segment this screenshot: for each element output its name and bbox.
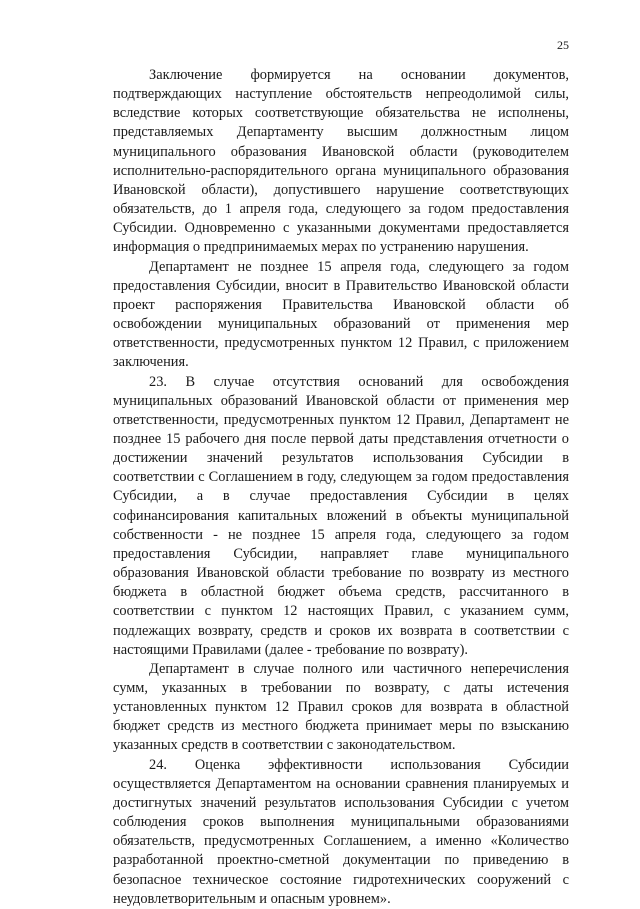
paragraph-clause-23: 23. В случае отсутствия оснований для освобождения муниципальных образований Ивановской области от применения мер ответственности, предусмотренных пунктом 12 Правил, Департамент не позднее 15 рабочего дня после первой даты представления отчетности о достижении значений результатов использования Субсидии в соответствии с Соглашением в году, следующем за годом предоставления Субсидии, а в случае предоставления Субсидии в целях софинансирования капитальных вложений в объекты муниципальной собственности - не позднее 15 апреля года, следующего за годом предоставления Субсидии, направляет главе муниципального образования Ивановской области требование по возврату из местного бюджета в областной бюджет объема средств, рассчитанного в соответствии с пунктом 12 настоящих Правил, с указанием сумм, подлежащих возврату, средств и сроков их возврата в соответствии с настоящими Правилами (далее - требование по возврату).: [113, 373, 569, 658]
paragraph-non-transfer: Департамент в случае полного или частичного неперечисления сумм, указанных в требовании по возврату, с даты истечения установленных пунктом 12 Правил сроков для возврата в областной бюджет средств из местного бюджета принимает меры по взысканию указанных средств в соответствии с законодательством.: [113, 660, 569, 754]
paragraph-conclusion: Заключение формируется на основании документов, подтверждающих наступление обстоятельств непреодолимой силы, вследствие которых соответствующие обязательства не исполнены, представляемых Департаменту высшим должностным лицом муниципального образования Ивановской области (руководителем исполнительно-распорядительного органа муниципального образования Ивановской области), допустившего нарушение соответствующих обязательств, до 1 апреля года, следующего за годом предоставления Субсидии. Одновременно с указанными документами предоставляется информация о предпринимаемых мерах по устранению нарушения.: [113, 67, 569, 256]
paragraph-clause-24: 24. Оценка эффективности использования Субсидии осуществляется Департаментом на основании сравнения планируемых и достигнутых значений результатов использования Субсидии с учетом соблюдения сроков выполнения муниципальными образованиями обязательств, предусмотренных Соглашением, а именно «Количество разработанной проектно-сметной документации по приведению в безопасное техническое состояние гидротехнических сооружений с неудовлетворительным и опасным уровнем».: [113, 756, 569, 907]
paragraph-department-deadline: Департамент не позднее 15 апреля года, следующего за годом предоставления Субсидии, вносит в Правительство Ивановской области проект распоряжения Правительства Ивановской области об освобождении муниципальных образований от применения мер ответственности, предусмотренных пунктом 12 Правил, с приложением заключения.: [113, 258, 569, 371]
page-number: 25: [557, 38, 569, 52]
document-body: [113, 66, 569, 909]
